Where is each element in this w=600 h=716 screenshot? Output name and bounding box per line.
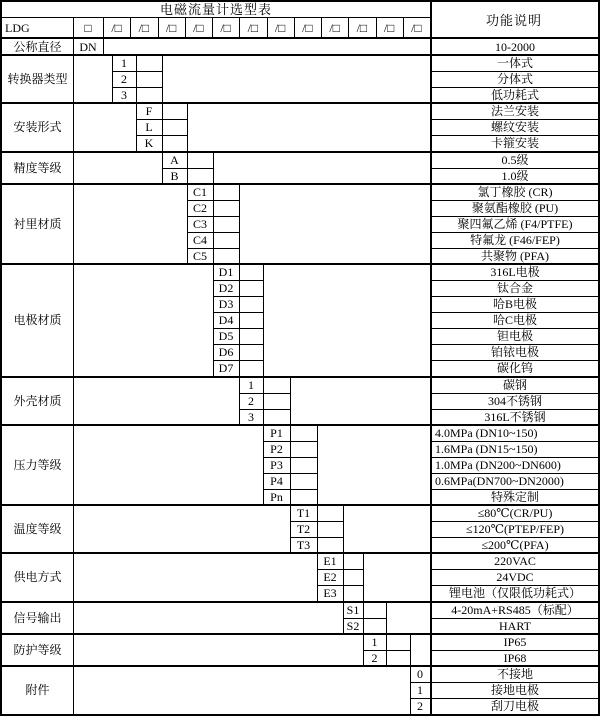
model-slot: /□ bbox=[356, 21, 368, 35]
extra-cell-right bbox=[239, 184, 240, 264]
function-cell: ≤200℃(PFA) bbox=[481, 538, 549, 553]
label-column-line bbox=[73, 17, 74, 714]
group-label-12: 附件 bbox=[25, 682, 50, 697]
slot-divider bbox=[321, 17, 322, 39]
code-cell-P3: P3 bbox=[270, 457, 283, 472]
slot-divider bbox=[267, 17, 268, 39]
function-cell: 220VAC bbox=[494, 554, 536, 569]
code-box-right bbox=[103, 39, 104, 55]
code-cell-2: 2 bbox=[121, 72, 127, 87]
code-cell-E1: E1 bbox=[323, 554, 337, 569]
function-cell: IP68 bbox=[503, 650, 527, 665]
code-cell-K: K bbox=[144, 136, 154, 151]
function-cell: 分体式 bbox=[496, 72, 533, 87]
function-cell: 碳钢 bbox=[502, 377, 527, 392]
table-title: 电磁流量计选型表 bbox=[159, 2, 272, 17]
function-cell: 铂铱电极 bbox=[490, 345, 539, 360]
code-cell-T2: T2 bbox=[296, 522, 311, 537]
code-box-right bbox=[213, 184, 214, 264]
slot-divider bbox=[294, 17, 295, 39]
code-cell-3: 3 bbox=[121, 88, 127, 103]
code-cell-S1: S1 bbox=[346, 602, 360, 617]
code-cell-L: L bbox=[145, 120, 153, 135]
function-cell: 特殊定制 bbox=[490, 490, 539, 505]
slot-divider bbox=[403, 17, 404, 39]
function-cell: 304不锈钢 bbox=[487, 393, 542, 408]
function-cell: 低功耗式 bbox=[490, 88, 539, 103]
group-label-3: 精度等级 bbox=[13, 160, 62, 175]
code-cell-1: 1 bbox=[371, 634, 378, 649]
code-cell-1: 1 bbox=[248, 377, 254, 392]
function-cell: 卡箍安装 bbox=[490, 136, 539, 151]
function-cell: 碳化钨 bbox=[496, 361, 533, 376]
function-cell: 0.5级 bbox=[501, 152, 529, 167]
code-cell-D4: D4 bbox=[218, 313, 234, 328]
code-box-right bbox=[136, 55, 137, 103]
function-cell: 1.6MPa (DN15~150) bbox=[435, 441, 538, 456]
group-label-6: 外壳材质 bbox=[13, 393, 62, 408]
function-cell: IP65 bbox=[503, 634, 527, 649]
code-cell-P2: P2 bbox=[270, 441, 283, 456]
function-cell: 一体式 bbox=[496, 56, 533, 71]
function-cell: 锂电池（仅限低功耗式） bbox=[448, 586, 581, 601]
function-cell: HART bbox=[499, 618, 531, 633]
function-cell: ≤120℃(PTEP/FEP) bbox=[465, 522, 565, 537]
code-cell-Pn: Pn bbox=[270, 490, 283, 505]
code-cell-C1: C1 bbox=[192, 184, 207, 199]
function-cell: 316L不锈钢 bbox=[484, 409, 546, 424]
code-cell-A: A bbox=[170, 152, 179, 167]
code-cell-D6: D6 bbox=[218, 345, 234, 360]
model-slot: /□ bbox=[329, 21, 340, 35]
code-cell-D1: D1 bbox=[218, 265, 234, 280]
slot-divider bbox=[376, 17, 377, 39]
extra-cell-right bbox=[263, 264, 264, 377]
code-cell-P1: P1 bbox=[270, 425, 283, 440]
group-label-9: 供电方式 bbox=[13, 570, 62, 585]
function-cell: 哈B电极 bbox=[492, 297, 537, 312]
model-slot: /□ bbox=[383, 21, 395, 35]
code-cell-C2: C2 bbox=[192, 200, 207, 215]
code-cell-E2: E2 bbox=[323, 570, 337, 585]
group-label-11: 防护等级 bbox=[13, 642, 62, 657]
title-bottom-line bbox=[2, 17, 430, 18]
code-cell-D3: D3 bbox=[218, 297, 234, 312]
function-cell: 聚氨酯橡胶 (PU) bbox=[471, 200, 559, 215]
code-box-right bbox=[290, 425, 291, 505]
code-cell-2: 2 bbox=[248, 393, 254, 408]
code-cell-S2: S2 bbox=[346, 618, 360, 633]
code-box-right bbox=[430, 666, 431, 714]
group-label-0: 公称直径 bbox=[13, 40, 62, 55]
slot-divider bbox=[239, 17, 240, 39]
code-cell-T1: T1 bbox=[296, 506, 311, 521]
group-label-1: 转换器类型 bbox=[7, 72, 68, 87]
slot-divider bbox=[158, 17, 159, 39]
code-cell-C4: C4 bbox=[192, 232, 207, 247]
group-label-5: 电极材质 bbox=[13, 313, 62, 328]
code-box-right bbox=[317, 505, 318, 553]
extra-cell-right bbox=[363, 553, 364, 601]
function-cell: 法兰安装 bbox=[490, 104, 539, 119]
function-cell: ≤80℃(CR/PU) bbox=[477, 506, 553, 521]
slot-divider bbox=[348, 17, 349, 39]
function-cell: 1.0级 bbox=[501, 168, 529, 183]
group-label-2: 安装形式 bbox=[13, 120, 62, 135]
function-cell: 接地电极 bbox=[490, 682, 539, 697]
function-cell: 哈C电极 bbox=[492, 313, 537, 328]
function-cell: 特氟龙 (F46/FEP) bbox=[470, 232, 560, 247]
function-cell: 24VDC bbox=[496, 570, 534, 585]
function-cell: 钛合金 bbox=[496, 281, 533, 296]
code-cell-F: F bbox=[145, 104, 153, 119]
extra-cell-right bbox=[162, 55, 163, 103]
function-cell: 螺纹安装 bbox=[490, 120, 539, 135]
function-cell: 0.6MPa(DN700~DN2000) bbox=[435, 473, 564, 488]
code-cell-1: 1 bbox=[417, 682, 423, 697]
function-cell: 4-20mA+RS485（标配） bbox=[451, 602, 579, 617]
group-label-10: 信号输出 bbox=[13, 610, 62, 625]
code-cell-C3: C3 bbox=[192, 216, 207, 231]
model-slot: /□ bbox=[193, 21, 204, 35]
function-cell: 4.0MPa (DN10~150) bbox=[435, 425, 538, 440]
function-cell: 聚四氟乙烯 (F4/PTFE) bbox=[457, 216, 573, 231]
function-cell: 10-2000 bbox=[495, 40, 535, 55]
slot-divider bbox=[212, 17, 213, 39]
model-slot: /□ bbox=[220, 21, 231, 35]
group-label-7: 压力等级 bbox=[13, 457, 62, 472]
code-cell-P4: P4 bbox=[270, 473, 283, 488]
code-cell-2: 2 bbox=[371, 650, 378, 665]
code-cell-D2: D2 bbox=[218, 281, 234, 296]
code-box-right bbox=[343, 553, 344, 601]
function-cell: 共聚物 (PFA) bbox=[480, 248, 550, 263]
function-cell: 1.0MPa (DN200~DN600) bbox=[435, 457, 561, 472]
model-slot: /□ bbox=[411, 21, 422, 35]
function-header: 功能说明 bbox=[485, 13, 542, 28]
function-cell: 刮刀电极 bbox=[490, 698, 539, 713]
code-cell-B: B bbox=[170, 168, 179, 183]
code-cell-D7: D7 bbox=[218, 361, 234, 376]
model-prefix-cell: LDG bbox=[5, 21, 30, 35]
extra-cell-right bbox=[410, 634, 411, 666]
model-slot: /□ bbox=[302, 21, 313, 35]
slot-divider bbox=[130, 17, 131, 39]
model-slot: /□ bbox=[138, 21, 150, 35]
model-slot: /□ bbox=[274, 21, 286, 35]
code-cell-C5: C5 bbox=[192, 248, 207, 263]
function-cell: 钽电极 bbox=[496, 329, 533, 344]
code-cell-0: 0 bbox=[417, 666, 423, 681]
extra-cell-right bbox=[290, 377, 291, 425]
function-cell: 316L电极 bbox=[490, 265, 540, 280]
group-label-8: 温度等级 bbox=[13, 522, 62, 537]
function-cell: 氯丁橡胶 (CR) bbox=[477, 184, 553, 199]
extra-cell-right bbox=[187, 103, 188, 151]
extra-cell-right bbox=[343, 505, 344, 553]
code-cell-1: 1 bbox=[121, 56, 127, 71]
group-label-4: 衬里材质 bbox=[13, 216, 62, 231]
model-first-slot: □ bbox=[84, 21, 92, 35]
code-cell-2: 2 bbox=[417, 698, 423, 713]
code-cell-DN: DN bbox=[79, 40, 97, 55]
code-cell-3: 3 bbox=[248, 409, 254, 424]
code-cell-T3: T3 bbox=[296, 538, 311, 553]
extra-cell-right bbox=[317, 425, 318, 505]
slot-divider bbox=[185, 17, 186, 39]
slot-divider bbox=[103, 17, 104, 39]
code-cell-D5: D5 bbox=[218, 329, 234, 344]
model-slot: /□ bbox=[165, 21, 177, 35]
code-box-right bbox=[162, 103, 163, 151]
extra-cell-right bbox=[213, 152, 214, 184]
extra-cell-right bbox=[386, 602, 387, 634]
code-box-right bbox=[263, 377, 264, 425]
model-slot: /□ bbox=[247, 21, 259, 35]
code-cell-E3: E3 bbox=[323, 586, 337, 601]
function-cell: 不接地 bbox=[496, 666, 533, 681]
model-slot: /□ bbox=[111, 21, 122, 35]
